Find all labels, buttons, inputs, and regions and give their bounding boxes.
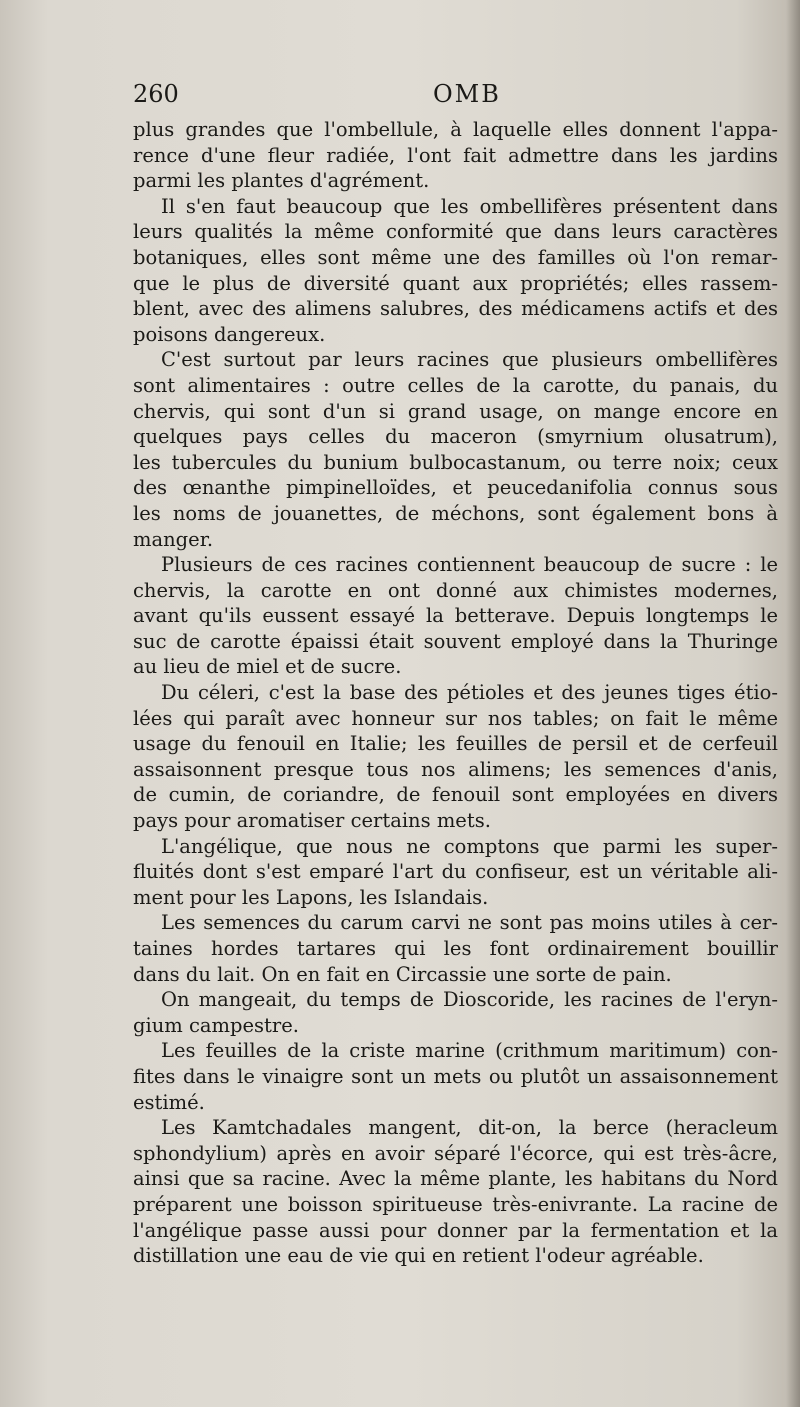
- text-line: l'angélique passe aussi pour donner par la fermentation et la: [133, 1218, 778, 1242]
- text-line: chervis, qui sont d'un si grand usage, on mange encore en: [133, 399, 778, 423]
- text-line: que le plus de diversité quant aux propriétés; elles rassem-: [133, 271, 778, 295]
- text-line: suc de carotte épaissi était souvent employé dans la Thuringe: [133, 629, 778, 653]
- text-line: botaniques, elles sont même une des familles où l'on remar-: [133, 245, 778, 269]
- text-line: Plusieurs de ces racines contiennent beaucoup de sucre : le: [161, 553, 778, 577]
- text-line: les noms de jouanettes, de méchons, sont également bons à: [133, 501, 778, 525]
- text-line: estimé.: [133, 1090, 205, 1114]
- text-line: L'angélique, que nous ne comptons que parmi les super-: [161, 834, 778, 858]
- text-line: quelques pays celles du maceron (smyrnium olusatrum),: [133, 425, 778, 449]
- text-line: gium campestre.: [133, 1013, 299, 1037]
- text-line: ainsi que sa racine. Avec la même plante, les habitans du Nord: [133, 1167, 778, 1191]
- text-line: des œnanthe pimpinelloïdes, et peucedanifolia connus sous: [133, 476, 778, 500]
- text-line: usage du fenouil en Italie; les feuilles de persil et de cerfeuil: [133, 732, 778, 756]
- text-line: fluités dont s'est emparé l'art du confiseur, est un véritable ali-: [133, 860, 778, 884]
- text-line: sphondylium) après en avoir séparé l'écorce, qui est très-âcre,: [133, 1141, 778, 1165]
- text-line: les tubercules du bunium bulbocastanum, ou terre noix; ceux: [133, 450, 778, 474]
- page-edge-shadow: [786, 0, 800, 1407]
- text-line: lées qui paraît avec honneur sur nos tables; on fait le même: [133, 706, 778, 730]
- text-line: Les semences du carum carvi ne sont pas moins utiles à cer-: [161, 911, 778, 935]
- text-line: au lieu de miel et de sucre.: [133, 655, 402, 679]
- text-line: de cumin, de coriandre, de fenouil sont employées en divers: [133, 783, 778, 807]
- page-header: [133, 78, 773, 110]
- text-line: avant qu'ils eussent essayé la betterave. Depuis longtemps le: [133, 604, 778, 628]
- text-line: pays pour aromatiser certains mets.: [133, 809, 491, 833]
- text-line: ment pour les Lapons, les Islandais.: [133, 885, 489, 909]
- running-head: OMB: [433, 80, 501, 108]
- text-line: leurs qualités la même conformité que dans leurs caractères: [133, 220, 778, 244]
- text-line: préparent une boisson spiritueuse très-enivrante. La racine de: [133, 1192, 778, 1216]
- text-line: plus grandes que l'ombellule, à laquelle elles donnent l'appa-: [133, 118, 778, 141]
- text-line: poisons dangereux.: [133, 322, 326, 346]
- text-line: blent, avec des alimens salubres, des médicamens actifs et des: [133, 297, 778, 321]
- text-line: rence d'une fleur radiée, l'ont fait admettre dans les jardins: [133, 143, 778, 167]
- text-line: manger.: [133, 527, 214, 551]
- body-text: [133, 117, 778, 1269]
- text-line: taines hordes tartares qui les font ordinairement bouillir: [133, 937, 778, 960]
- text-line: Du céleri, c'est la base des pétioles et des jeunes tiges étio-: [161, 681, 778, 705]
- text-line: fites dans le vinaigre sont un mets ou plutôt un assaisonnement: [133, 1064, 778, 1088]
- text-line: distillation une eau de vie qui en retient l'odeur agréable.: [133, 1244, 704, 1268]
- text-line: sont alimentaires : outre celles de la carotte, du panais, du: [133, 373, 778, 397]
- text-line: dans du lait. On en fait en Circassie une sorte de pain.: [133, 962, 672, 986]
- text-line: assaisonnent presque tous nos alimens; les semences d'anis,: [133, 757, 778, 781]
- text-line: C'est surtout par leurs racines que plusieurs ombellifères: [161, 348, 778, 372]
- page-number: 260: [133, 80, 179, 108]
- text-line: Les Kamtchadales mangent, dit-on, la berce (heracleum: [161, 1116, 778, 1140]
- text-line: chervis, la carotte en ont donné aux chimistes modernes,: [133, 578, 778, 602]
- text-line: On mangeait, du temps de Dioscoride, les racines de l'eryn-: [161, 988, 778, 1012]
- text-line: parmi les plantes d'agrément.: [133, 169, 430, 193]
- text-line: Les feuilles de la criste marine (crithmum maritimum) con-: [161, 1039, 778, 1063]
- text-line: Il s'en faut beaucoup que les ombellifères présentent dans: [161, 194, 778, 218]
